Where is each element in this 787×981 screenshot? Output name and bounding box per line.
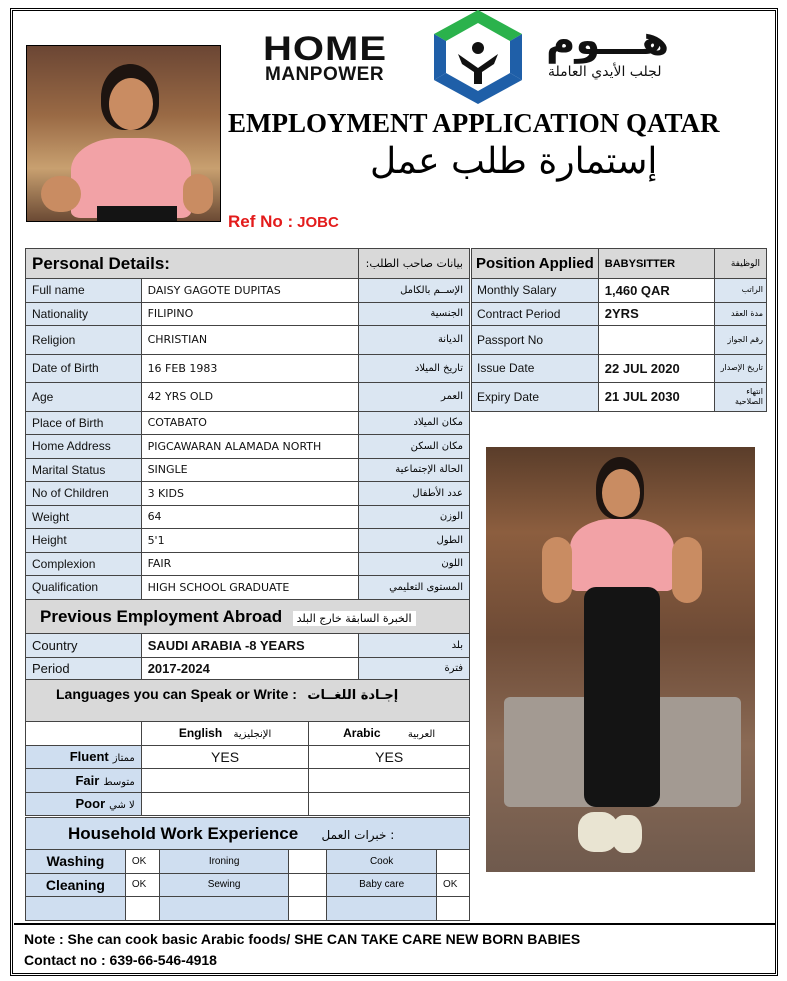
- personal-label-arabic: المستوى التعليمي: [359, 576, 470, 600]
- previous-employment-table: [25, 599, 470, 681]
- personal-row: [26, 482, 470, 506]
- household-task-value: [289, 873, 327, 897]
- previous-header-arabic: الخبرة السابقة خارج البلد: [293, 611, 416, 626]
- position-value: BABYSITTER: [598, 249, 714, 279]
- personal-row: [26, 302, 470, 326]
- english-label-arabic: الإنجليزية: [233, 729, 272, 741]
- personal-row: [26, 383, 470, 412]
- personal-header-row: [26, 249, 470, 279]
- position-row-value: 22 JUL 2020: [598, 354, 714, 383]
- household-task-value: OK: [437, 873, 470, 897]
- personal-value: 42 YRS OLD: [141, 383, 358, 412]
- position-table: [471, 248, 767, 412]
- personal-label: Full name: [26, 279, 142, 303]
- language-row: [26, 745, 470, 769]
- position-label: Issue Date: [472, 354, 599, 383]
- language-arabic-value: YES: [309, 745, 470, 769]
- language-arabic-value: [309, 792, 470, 816]
- personal-label: Qualification: [26, 576, 142, 600]
- personal-value: 3 KIDS: [141, 482, 358, 506]
- personal-value: HIGH SCHOOL GRADUATE: [141, 576, 358, 600]
- personal-row: [26, 435, 470, 459]
- position-row: [472, 302, 767, 326]
- personal-value: CHRISTIAN: [141, 326, 358, 355]
- personal-row: [26, 458, 470, 482]
- position-label: Expiry Date: [472, 383, 599, 412]
- personal-label: Age: [26, 383, 142, 412]
- position-row-value: 2YRS: [598, 302, 714, 326]
- household-task: Baby care: [327, 873, 437, 897]
- household-task: Cook: [327, 850, 437, 874]
- arabic-col: [309, 722, 470, 746]
- position-header-row: [472, 249, 767, 279]
- household-header-row: [26, 818, 470, 850]
- personal-label-arabic: مكان الميلاد: [359, 411, 470, 435]
- language-level-label: Fluent: [69, 749, 109, 765]
- position-row: [472, 383, 767, 412]
- personal-label-arabic: مكان السكن: [359, 435, 470, 459]
- previous-row: [26, 657, 470, 681]
- languages-table: [25, 679, 470, 816]
- personal-value: SINGLE: [141, 458, 358, 482]
- personal-value: 64: [141, 505, 358, 529]
- brand-name-arabic: هـــوم: [546, 18, 670, 64]
- position-label: Contract Period: [472, 302, 599, 326]
- language-row: [26, 792, 470, 816]
- personal-label: Weight: [26, 505, 142, 529]
- position-row: [472, 326, 767, 355]
- language-english-value: [141, 769, 309, 793]
- personal-label: Nationality: [26, 302, 142, 326]
- language-level-arabic: ممتاز: [112, 753, 135, 765]
- language-level: [26, 792, 142, 816]
- personal-row: [26, 529, 470, 553]
- household-task-value: [289, 850, 327, 874]
- personal-header-arabic: بيانات صاحب الطلب:: [359, 249, 470, 279]
- personal-row: [26, 354, 470, 383]
- english-col: [141, 722, 309, 746]
- household-row: [26, 850, 470, 874]
- household-task: Washing: [26, 850, 126, 874]
- personal-row: [26, 552, 470, 576]
- household-table: [25, 817, 470, 921]
- brand-logo-icon: [432, 8, 524, 106]
- language-english-value: YES: [141, 745, 309, 769]
- personal-label: Complexion: [26, 552, 142, 576]
- personal-label-arabic: الوزن: [359, 505, 470, 529]
- previous-row: [26, 634, 470, 658]
- language-level-arabic: لا شي: [109, 800, 135, 812]
- personal-row: [26, 576, 470, 600]
- previous-value: 2017-2024: [141, 657, 359, 681]
- personal-label: Height: [26, 529, 142, 553]
- language-arabic-value: [309, 769, 470, 793]
- previous-label-arabic: بلد: [359, 634, 470, 658]
- personal-label-arabic: الطول: [359, 529, 470, 553]
- arabic-label: Arabic: [343, 726, 381, 741]
- position-row: [472, 279, 767, 303]
- personal-label-arabic: تاريخ الميلاد: [359, 354, 470, 383]
- language-level-arabic: متوسط: [103, 776, 135, 788]
- personal-row: [26, 279, 470, 303]
- household-task-value: OK: [125, 873, 159, 897]
- brand-tagline-arabic: لجلب الأيدي العاملة: [548, 64, 662, 80]
- personal-row: [26, 505, 470, 529]
- position-row-value: [598, 326, 714, 355]
- personal-value: FILIPINO: [141, 302, 358, 326]
- position-label-arabic: رقم الجواز: [715, 326, 767, 355]
- languages-header: Languages you can Speak or Write :: [56, 686, 297, 702]
- position-label-arabic: مدة العقد: [715, 302, 767, 326]
- household-header: Household Work Experience: [68, 823, 299, 843]
- personal-label: Religion: [26, 326, 142, 355]
- personal-value: FAIR: [141, 552, 358, 576]
- household-task: Ironing: [159, 850, 289, 874]
- personal-value: PIGCAWARAN ALAMADA NORTH: [141, 435, 358, 459]
- personal-row: [26, 411, 470, 435]
- english-label: English: [178, 726, 223, 741]
- languages-header-arabic: إجـادة اللغــات: [307, 688, 399, 703]
- ref-value: JOBC: [297, 214, 339, 231]
- personal-label-arabic: الجنسية: [359, 302, 470, 326]
- note-text: Note : She can cook basic Arabic foods/ SHE CAN TAKE CARE NEW BORN BABIES: [24, 931, 581, 947]
- personal-value: COTABATO: [141, 411, 358, 435]
- personal-row: [26, 326, 470, 355]
- household-header-arabic: خبرات العمل :: [321, 827, 395, 842]
- personal-label: No of Children: [26, 482, 142, 506]
- previous-label-arabic: فترة: [359, 657, 470, 681]
- previous-value: SAUDI ARABIA -8 YEARS: [141, 634, 359, 658]
- position-header-arabic: الوظيفة: [715, 249, 767, 279]
- position-row: [472, 354, 767, 383]
- page-title: EMPLOYMENT APPLICATION QATAR: [228, 108, 720, 138]
- personal-label: Place of Birth: [26, 411, 142, 435]
- ref-number: [228, 212, 339, 232]
- household-row: [26, 873, 470, 897]
- personal-label: Date of Birth: [26, 354, 142, 383]
- previous-label: Country: [26, 634, 142, 658]
- page-title-arabic: إستمارة طلب عمل: [370, 141, 658, 182]
- portrait-photo: [26, 45, 221, 222]
- language-english-value: [141, 792, 309, 816]
- personal-label-arabic: عدد الأطفال: [359, 482, 470, 506]
- personal-value: 5'1: [141, 529, 358, 553]
- personal-value: DAISY GAGOTE DUPITAS: [141, 279, 358, 303]
- personal-label-arabic: الإســم بالكامل: [359, 279, 470, 303]
- previous-header-row: [26, 600, 470, 634]
- languages-col-header-row: [26, 722, 470, 746]
- languages-header-row: [26, 680, 470, 722]
- personal-label-arabic: العمر: [359, 383, 470, 412]
- previous-label: Period: [26, 657, 142, 681]
- household-task-value: [437, 850, 470, 874]
- language-level: [26, 745, 142, 769]
- position-label: Monthly Salary: [472, 279, 599, 303]
- language-level-label: Fair: [75, 772, 100, 788]
- language-level-label: Poor: [75, 796, 106, 812]
- position-label: Passport No: [472, 326, 599, 355]
- full-body-photo: [486, 447, 755, 872]
- brand-name-bottom: MANPOWER: [265, 64, 385, 85]
- position-label-arabic: انتهاء الصلاحية: [715, 383, 767, 412]
- contact-text: Contact no : 639-66-546-4918: [24, 952, 217, 968]
- personal-label: Home Address: [26, 435, 142, 459]
- personal-label-arabic: اللون: [359, 552, 470, 576]
- language-row: [26, 769, 470, 793]
- personal-header: Personal Details:: [26, 249, 359, 279]
- language-level: [26, 769, 142, 793]
- ref-label: Ref No :: [228, 212, 294, 231]
- previous-header: Previous Employment Abroad: [40, 606, 283, 626]
- position-row-value: 1,460 QAR: [598, 279, 714, 303]
- personal-label-arabic: الديانة: [359, 326, 470, 355]
- position-label-arabic: الراتب: [715, 279, 767, 303]
- household-task: Sewing: [159, 873, 289, 897]
- position-row-value: 21 JUL 2030: [598, 383, 714, 412]
- personal-label: Marital Status: [26, 458, 142, 482]
- position-header: Position Applied: [472, 249, 599, 279]
- position-label-arabic: تاريخ الإصدار: [715, 354, 767, 383]
- brand-name-top: HOME: [263, 30, 387, 68]
- household-empty-row: [26, 897, 470, 921]
- personal-label-arabic: الحالة الإجتماعية: [359, 458, 470, 482]
- household-task: Cleaning: [26, 873, 126, 897]
- note-section: [14, 923, 775, 973]
- arabic-label-arabic: العربية: [407, 729, 436, 741]
- personal-details-table: [25, 248, 470, 600]
- household-task-value: OK: [125, 850, 159, 874]
- personal-value: 16 FEB 1983: [141, 354, 358, 383]
